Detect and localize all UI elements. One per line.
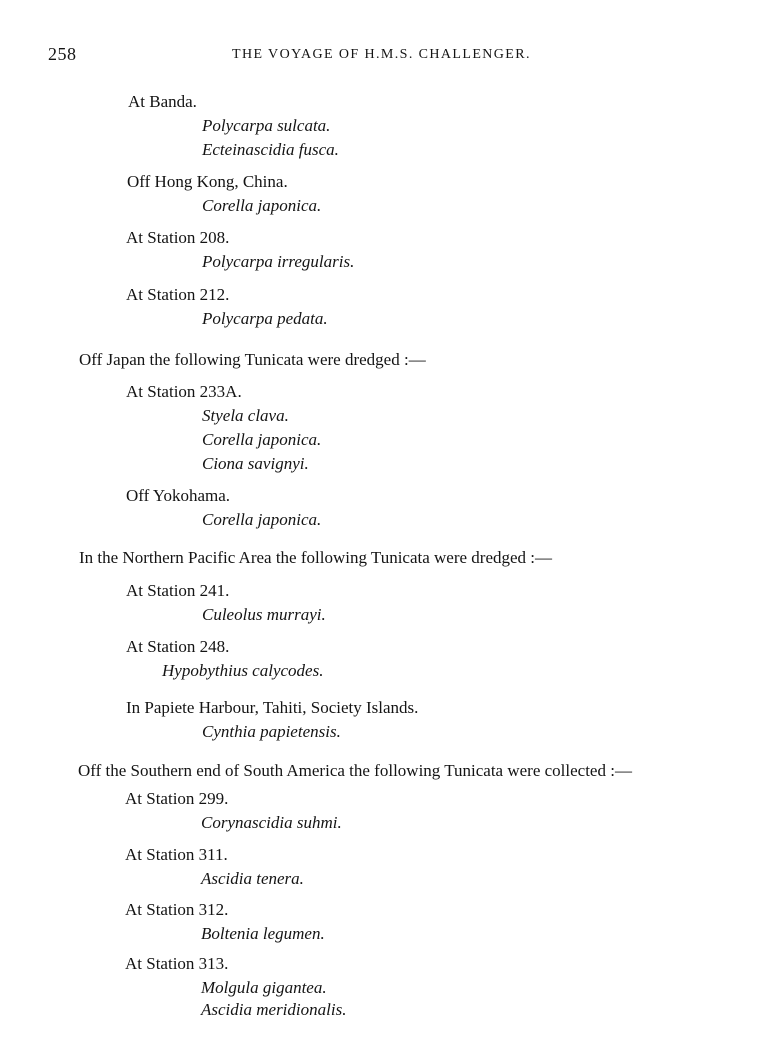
species-name: Corella japonica. [202,196,322,215]
station-location: At Station 233A. [126,382,242,401]
station-location: Off Hong Kong, China. [127,172,288,191]
section-intro: Off Japan the following Tunicata were dredged :— [79,350,426,369]
species-name: Molgula gigantea. [201,978,327,997]
section-intro: In the Northern Pacific Area the following Tunicata were dredged :— [79,548,553,567]
species-name: Hypobythius calycodes. [162,661,324,680]
species-name: Ecteinascidia fusca. [202,140,339,159]
species-name: Boltenia legumen. [201,924,325,943]
station-location: At Station 313. [125,954,229,973]
species-name: Polycarpa irregularis. [202,252,355,271]
species-name: Polycarpa sulcata. [202,116,331,135]
station-location: Off Yokohama. [126,486,231,505]
species-name: Corynascidia suhmi. [201,813,342,832]
station-location: At Station 312. [125,900,229,919]
species-name: Styela clava. [202,406,289,425]
species-name: Culeolus murrayi. [202,605,326,624]
page-number: 258 [48,44,77,64]
species-name: Ascidia tenera. [201,869,304,888]
species-name: Polycarpa pedata. [202,309,328,328]
section-intro: Off the Southern end of South America the following Tunicata were collected :— [78,761,632,780]
species-name: Corella japonica. [202,430,322,449]
station-location: At Station 299. [125,789,229,808]
species-name: Cynthia papietensis. [202,722,341,741]
running-title: THE VOYAGE OF H.M.S. CHALLENGER. [232,47,531,62]
station-location: At Station 208. [126,228,230,247]
station-location: At Station 212. [126,285,230,304]
species-name: Ciona savignyi. [202,454,309,473]
station-location: At Banda. [128,92,197,111]
station-location: At Station 311. [125,845,228,864]
station-location: At Station 241. [126,581,230,600]
station-location: In Papiete Harbour, Tahiti, Society Islands. [126,698,419,717]
species-name: Corella japonica. [202,510,322,529]
station-location: At Station 248. [126,637,230,656]
species-name: Ascidia meridionalis. [201,1000,347,1019]
